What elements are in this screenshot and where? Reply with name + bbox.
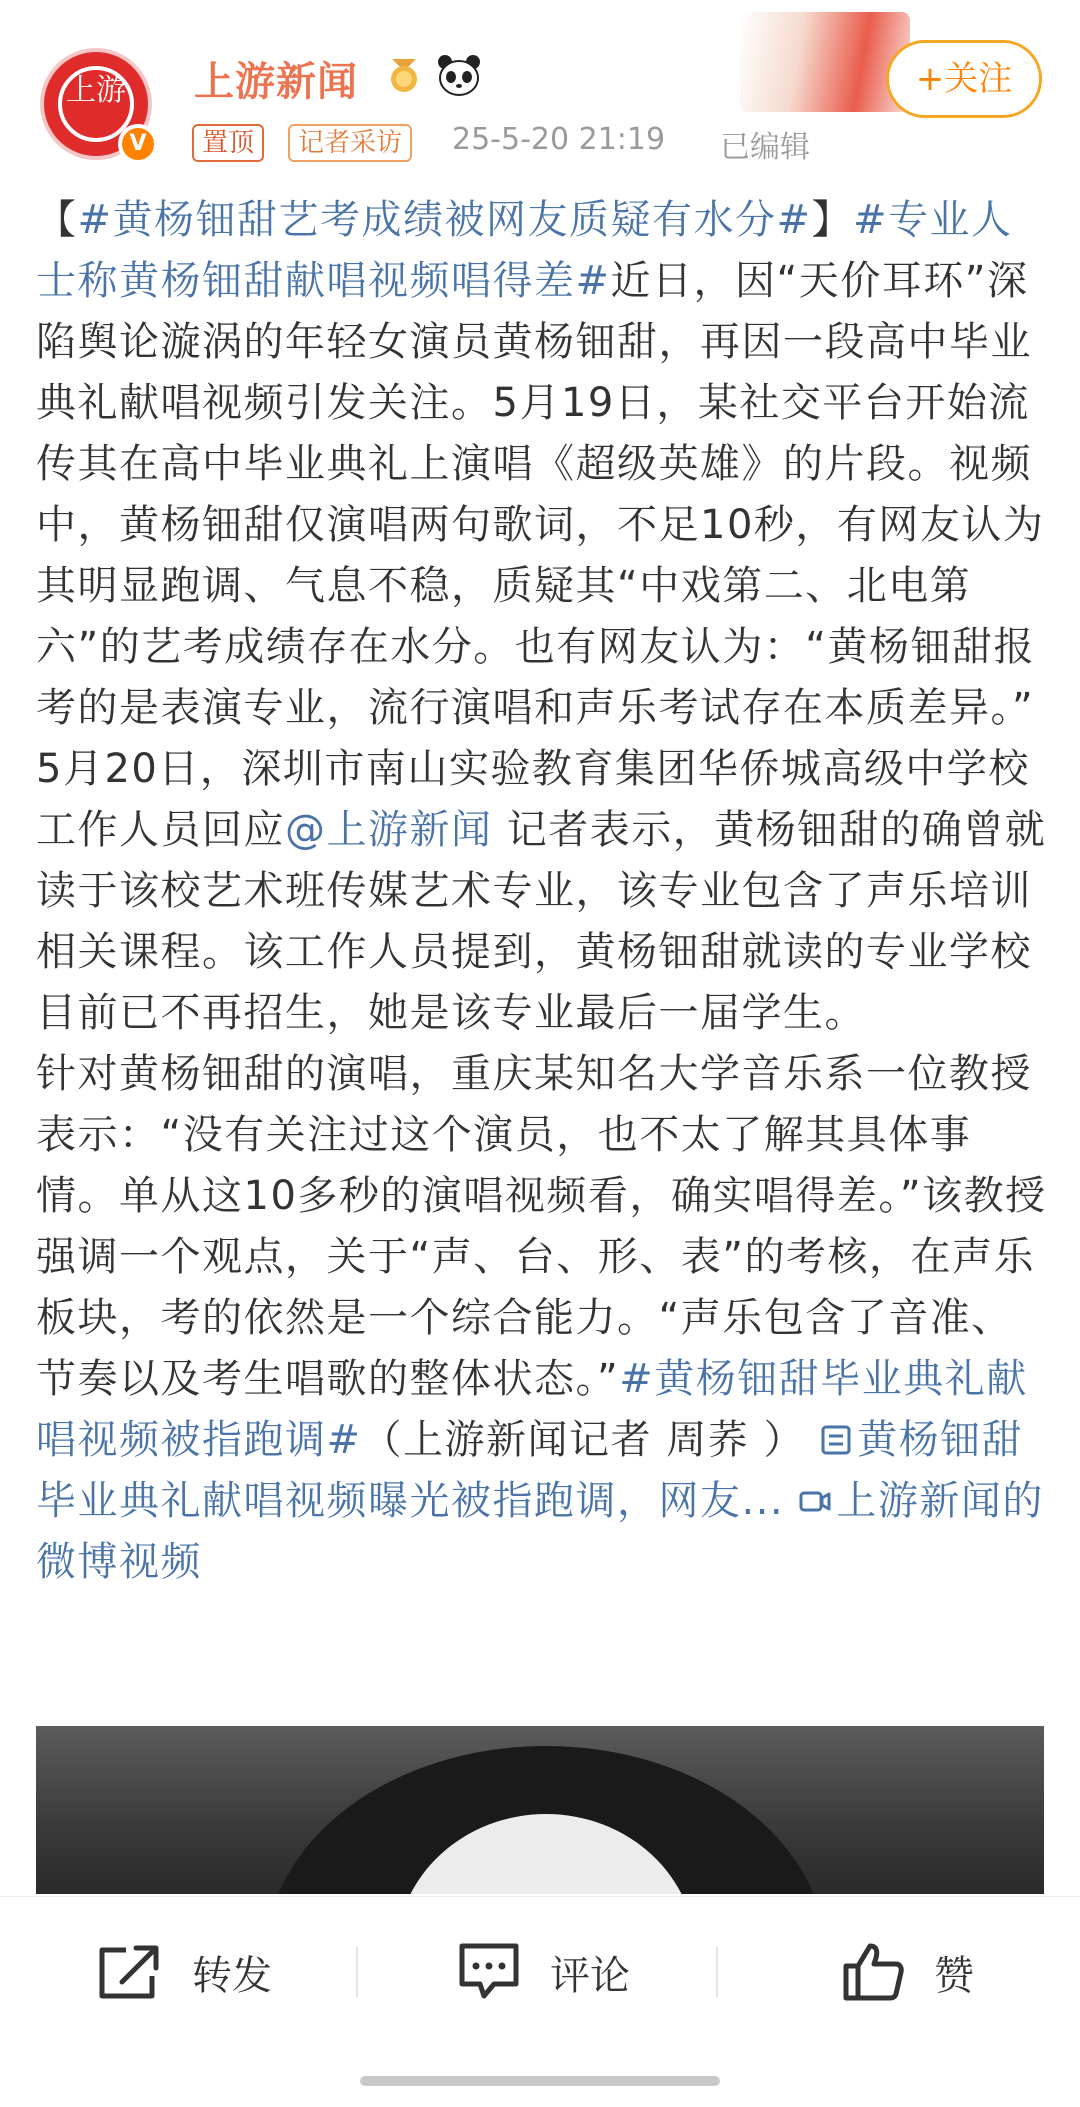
article-icon xyxy=(819,1423,853,1457)
post-header xyxy=(0,0,1080,180)
home-indicator[interactable] xyxy=(360,2076,720,2086)
paragraph-text: 5月20日，深圳市南山实验教育集团华侨城高级中学校工作人员回应 xyxy=(36,746,1030,853)
verified-badge-icon: V xyxy=(118,124,158,164)
divider xyxy=(356,1947,358,1997)
paragraph-text: 针对黄杨钿甜的演唱，重庆某知名大学音乐系一位教授表示：“没有关注过这个演员，也不太了解其具体事情。单从这10多秒的演唱视频看，确实唱得差。”该教授强调一个观点，关于“声、台、形、表”的考核，在声乐板块，考的依然是一个综合能力。“声乐包含了音准、节奏以及考生唱歌的整体状态。” xyxy=(36,1051,1047,1402)
article-link-text: 黄杨钿甜毕业典礼献唱视频曝光被指跑调，网友... xyxy=(36,1417,1024,1524)
reporter-interview-tag: 记者采访 xyxy=(288,124,412,162)
post-time: 25-5-20 21:19 xyxy=(452,122,666,157)
post-image[interactable] xyxy=(36,1726,1044,1894)
pinned-tag: 置顶 xyxy=(192,124,264,162)
post-body xyxy=(36,190,1050,1593)
medal-icon[interactable] xyxy=(384,55,424,95)
avatar-logo: 上游 xyxy=(58,66,134,142)
comment-button[interactable] xyxy=(456,1897,630,2047)
bracket-close: 】 xyxy=(811,197,854,243)
comment-icon xyxy=(456,1940,522,2004)
paragraph-3 xyxy=(36,1044,1050,1593)
paragraph-2 xyxy=(36,739,1050,1044)
divider xyxy=(716,1947,718,1997)
repost-icon xyxy=(96,1942,164,2002)
topic-link[interactable]: #黄杨钿甜艺考成绩被网友质疑有水分# xyxy=(77,197,812,243)
paragraph-text: 记者表示，黄杨钿甜的确曾就读于该校艺术班传媒艺术专业，该专业包含了声乐培训相关课程。该工作人员提到，黄杨钿甜就读的专业学校目前已不再招生，她是该专业最后一届学生。 xyxy=(36,807,1047,1036)
paragraph-text: 近日，因“天价耳环”深陷舆论漩涡的年轻女演员黄杨钿甜，再因一段高中毕业典礼献唱视频引发关注。5月19日，某社交平台开始流传其在高中毕业典礼上演唱《超级英雄》的片段。视频中，黄杨钿甜仅演唱两句歌词，不足10秒，有网友认为其明显跑调、气息不稳，质疑其“中戏第二、北电第六”的艺考成绩存在水分。也有网友认为：“黄杨钿甜报考的是表演专业，流行演唱和声乐考试存在本质差异。” xyxy=(36,258,1045,731)
decorative-banner xyxy=(740,12,910,112)
reporter-credit: （上游新闻记者 周荞 ） xyxy=(361,1417,805,1463)
thumbs-up-icon xyxy=(840,1940,906,2004)
mention-link[interactable]: @上游新闻 xyxy=(285,807,493,853)
video-link-text: 上游新闻的微博视频 xyxy=(36,1478,1044,1585)
like-label: 赞 xyxy=(934,1952,974,1999)
topic-link[interactable]: #黄杨钿甜毕业典礼献唱视频被指跑调# xyxy=(36,1356,1028,1463)
bracket-open: 【 xyxy=(36,197,78,243)
action-bar xyxy=(0,1896,1080,2047)
author-name[interactable]: 上游新闻 xyxy=(194,59,358,105)
edited-label: 已编辑 xyxy=(720,130,810,165)
repost-button[interactable] xyxy=(96,1897,272,2047)
topic-link[interactable]: #专业人士称黄杨钿甜献唱视频唱得差# xyxy=(36,197,1013,304)
video-icon xyxy=(798,1484,832,1518)
paragraph-1 xyxy=(36,190,1050,739)
like-button[interactable] xyxy=(840,1897,974,2047)
comment-label: 评论 xyxy=(550,1952,630,1999)
panda-icon[interactable] xyxy=(436,52,482,98)
follow-button[interactable]: +关注 xyxy=(886,40,1042,118)
repost-label: 转发 xyxy=(192,1952,272,1999)
